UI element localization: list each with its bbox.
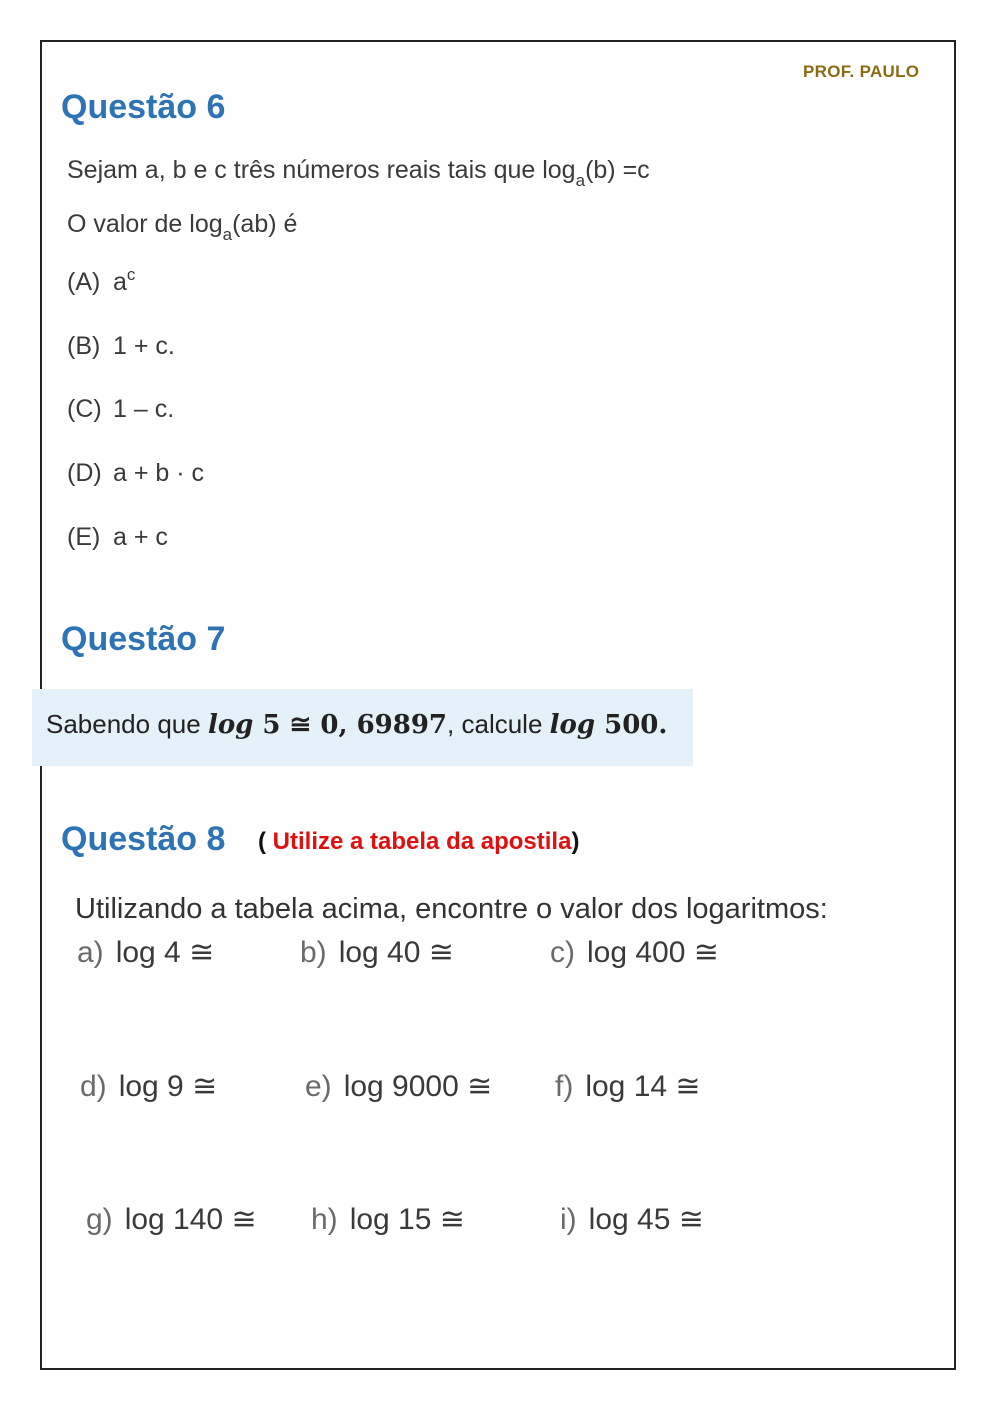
author-label: PROF. PAULO [803,62,920,81]
option-c: (C) 1 – c. [67,395,175,423]
question-8-intro: Utilizando a tabela acima, encontre o valor dos logaritmos: [75,893,828,925]
log-item-d: d) log 9 ≅ [80,1070,218,1103]
question-6-title: Questão 6 [61,88,226,126]
log-item-a: a) log 4 ≅ [77,936,215,969]
log-item-i: i) log 45 ≅ [560,1203,704,1236]
question-8-title: Questão 8 [61,820,226,858]
question-6-statement: Sejam a, b e c três números reais tais que $\log_a(b) =c$ [67,156,650,190]
log-item-f: f) log 14 ≅ [555,1070,701,1103]
question-7-statement: Sabendo que log 5 ≅ 0, 69897, calcule log 500. [46,709,668,740]
question-6-prompt: O valor de $\log_a(ab)$ é [67,210,298,244]
log-item-c: c) log 400 ≅ [550,936,719,969]
option-d: (D) a + b · c [67,459,205,487]
option-e: (E) a + c [67,523,168,551]
option-a: (A) $a^c$ [67,265,136,296]
question-7-box [32,689,693,766]
option-b: (B) 1 + c. [67,332,175,360]
log-item-e: e) log 9000 ≅ [305,1070,493,1103]
log-item-g: g) log 140 ≅ [86,1203,257,1236]
question-8-note: ( Utilize a tabela da apostila) [258,828,580,855]
question-7-title: Questão 7 [61,620,226,658]
log-item-b: b) log 40 ≅ [300,936,454,969]
log-item-h: h) log 15 ≅ [311,1203,465,1236]
